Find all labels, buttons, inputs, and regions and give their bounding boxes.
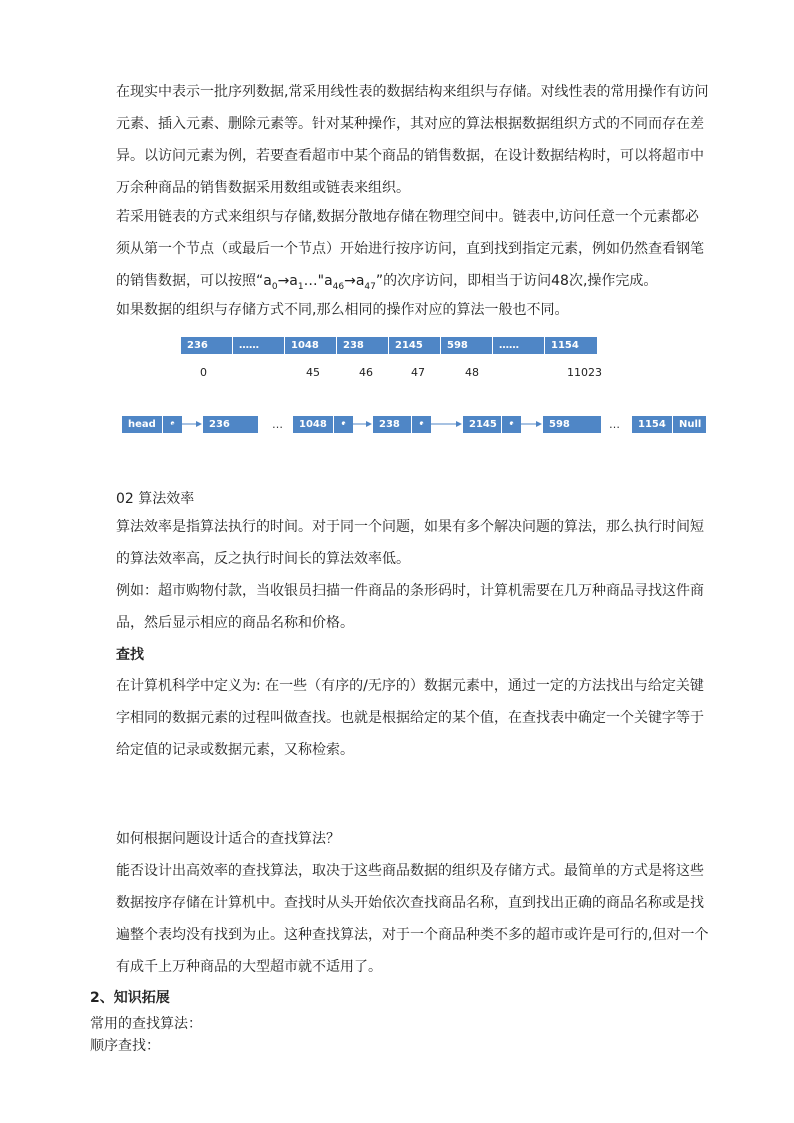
list-node xyxy=(293,416,353,433)
list-ellipsis: … xyxy=(272,418,283,431)
text-run: ”的次序访问，即相当于访问48次,操作完成。 xyxy=(375,273,658,289)
paragraph-line: 异。以访问元素为例，若要查看超市中某个商品的销售数据，在设计数据结构时，可以将超市中 xyxy=(116,148,704,164)
list-pointer: • xyxy=(411,416,431,433)
list-ellipsis: … xyxy=(609,418,620,431)
text-run: →a xyxy=(277,273,298,289)
array-index: 11023 xyxy=(567,366,602,379)
paragraph-line: 常用的查找算法： xyxy=(90,1016,202,1032)
section-heading: 查找 xyxy=(116,647,144,663)
subscript: 1 xyxy=(297,281,304,292)
text-run: →a xyxy=(344,273,365,289)
subscript: 47 xyxy=(364,281,376,292)
array-cell: 2145 xyxy=(389,337,441,354)
text-run: 的销售数据，可以按照“a xyxy=(116,273,272,289)
paragraph-line: 数据按序存储在计算机中。查找时从头开始依次查找商品名称，直到找出正确的商品名称或是找 xyxy=(116,895,704,911)
array-index: 47 xyxy=(411,366,425,379)
list-node xyxy=(463,416,521,433)
array-index: 0 xyxy=(200,366,207,379)
paragraph-line: 给定值的记录或数据元素，又称检索。 xyxy=(116,742,354,758)
paragraph-line: 算法效率是指算法执行的时间。对于同一个问题，如果有多个解决问题的算法，那么执行时间短 xyxy=(116,519,704,535)
array-cell: 1154 xyxy=(545,337,597,354)
array-cell: …… xyxy=(233,337,285,354)
list-node-value: 236 xyxy=(203,416,258,433)
paragraph-line: 万余种商品的销售数据采用数组或链表来组织。 xyxy=(116,180,410,196)
list-node-value: 1154 xyxy=(632,416,672,433)
paragraph-line: 有成千上万种商品的大型超市就不适用了。 xyxy=(116,959,382,975)
list-node-value: 2145 xyxy=(463,416,501,433)
paragraph-line: 字相同的数据元素的过程叫做查找。也就是根据给定的某个值，在查找表中确定一个关键字等于 xyxy=(116,710,704,726)
list-pointer: • xyxy=(501,416,521,433)
list-head-node xyxy=(122,416,182,433)
paragraph-line: 元素、插入元素、删除元素等。针对某种操作，其对应的算法根据数据组织方式的不同而存在差 xyxy=(116,116,704,132)
paragraph-line: 若采用链表的方式来组织与存储,数据分散地存储在物理空间中。链表中,访问任意一个元素都必 xyxy=(116,209,699,225)
paragraph-line: 须从第一个节点（或最后一个节点）开始进行按序访问，直到找到指定元素，例如仍然查看钢笔 xyxy=(116,241,704,257)
section-heading: 2、知识拓展 xyxy=(90,990,170,1006)
paragraph-line: 顺序查找： xyxy=(90,1038,160,1054)
paragraph-line: 遍整个表均没有找到为止。这种查找算法，对于一个商品种类不多的超市或许是可行的,但对一个 xyxy=(116,927,709,943)
list-node-value: 238 xyxy=(373,416,411,433)
paragraph-line: 能否设计出高效率的查找算法，取决于这些商品数据的组织及存储方式。最简单的方式是将这些 xyxy=(116,863,704,879)
list-node xyxy=(543,416,601,433)
list-node-value: 1048 xyxy=(293,416,333,433)
subscript: 46 xyxy=(332,281,345,292)
paragraph-line: 如果数据的组织与存储方式不同,那么相同的操作对应的算法一般也不同。 xyxy=(116,302,569,318)
array-index: 45 xyxy=(306,366,320,379)
section-title: 02 算法效率 xyxy=(116,491,195,507)
list-node xyxy=(373,416,431,433)
array-cell: …… xyxy=(493,337,545,354)
list-node-value: 598 xyxy=(543,416,601,433)
paragraph-line: 品，然后显示相应的商品名称和价格。 xyxy=(116,615,354,631)
array-cell: 236 xyxy=(181,337,233,354)
list-head-label: head xyxy=(122,416,162,433)
array-index: 48 xyxy=(465,366,479,379)
array-cell: 1048 xyxy=(285,337,337,354)
list-node xyxy=(203,416,258,433)
array-cell: 598 xyxy=(441,337,493,354)
list-null: Null xyxy=(672,416,706,433)
list-tail-node xyxy=(632,416,706,433)
paragraph-line: 在计算机科学中定义为: 在一些（有序的/无序的）数据元素中，通过一定的方法找出与给定关键 xyxy=(116,678,704,694)
paragraph-line-formula xyxy=(116,271,716,297)
array-cell: 238 xyxy=(337,337,389,354)
list-pointer: • xyxy=(333,416,353,433)
array-index: 46 xyxy=(359,366,373,379)
text-run: …"a xyxy=(303,273,333,289)
paragraph-line: 例如：超市购物付款，当收银员扫描一件商品的条形码时，计算机需要在几万种商品寻找这件商 xyxy=(116,583,704,599)
array-diagram xyxy=(181,337,597,354)
subscript: 0 xyxy=(271,281,278,292)
paragraph-line: 的算法效率高，反之执行时间长的算法效率低。 xyxy=(116,551,410,567)
paragraph-line: 在现实中表示一批序列数据,常采用线性表的数据结构来组织与存储。对线性表的常用操作有访问 xyxy=(116,84,709,100)
list-pointer: • xyxy=(162,416,182,433)
question-title: 如何根据问题设计适合的查找算法？ xyxy=(116,831,340,847)
